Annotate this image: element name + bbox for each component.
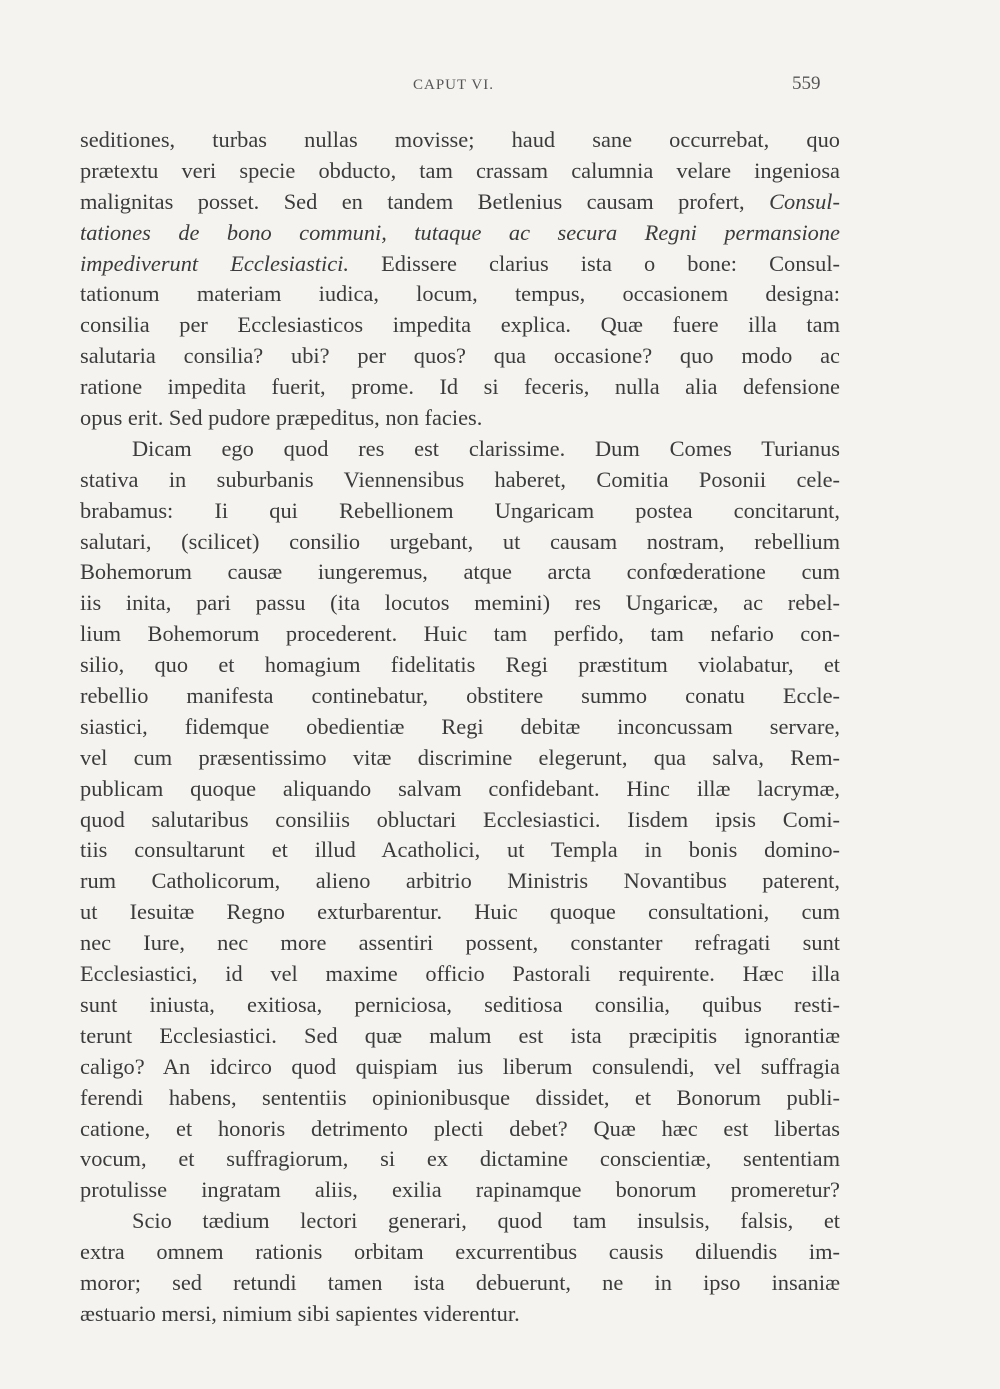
text-line bbox=[80, 1175, 840, 1206]
text-line bbox=[80, 341, 840, 372]
line-text: sunt iniusta, exitiosa, perniciosa, seditiosa consilia, quibus resti- bbox=[80, 991, 840, 1017]
italic-text: tationes de bono communi, tutaque ac secura Regni permansione bbox=[80, 219, 840, 245]
text-line bbox=[80, 187, 840, 218]
line-text: brabamus: Ii qui Rebellionem Ungaricam postea concitarunt, bbox=[80, 497, 840, 523]
text-line bbox=[80, 774, 840, 805]
line-text: salutari, (scilicet) consilio urgebant, ut causam nostram, rebellium bbox=[80, 528, 840, 554]
text-line bbox=[80, 434, 840, 465]
text-line bbox=[80, 310, 840, 341]
line-text: æstuario mersi, nimium sibi sapientes viderentur. bbox=[80, 1300, 520, 1326]
text-line bbox=[80, 650, 840, 681]
line-text: consilia per Ecclesiasticos impedita explica. Quæ fuere illa tam bbox=[80, 312, 840, 338]
text-line bbox=[80, 805, 840, 836]
text-line bbox=[80, 959, 840, 990]
text-line bbox=[80, 588, 840, 619]
running-title: CAPUT VI. bbox=[413, 77, 494, 93]
text-line bbox=[80, 249, 840, 280]
line-text: rebellio manifesta continebatur, obstitere summo conatu Eccle- bbox=[80, 683, 840, 709]
line-text: prætextu veri specie obducto, tam crassam calumnia velare ingeniosa bbox=[80, 157, 840, 183]
line-text: catione, et honoris detrimento plecti debet? Quæ hæc est libertas bbox=[80, 1115, 840, 1141]
line-text: publicam quoque aliquando salvam confidebant. Hinc illæ lacrymæ, bbox=[80, 775, 840, 801]
text-line bbox=[80, 1206, 840, 1237]
line-text: vel cum præsentissimo vitæ discrimine elegerunt, qua salva, Rem- bbox=[80, 744, 840, 770]
line-text: vocum, et suffragiorum, si ex dictamine conscientiæ, sententiam bbox=[80, 1146, 840, 1172]
text-line bbox=[80, 1237, 840, 1268]
text-line bbox=[80, 619, 840, 650]
text-line bbox=[80, 1083, 840, 1114]
text-line bbox=[80, 1114, 840, 1145]
text-line bbox=[80, 681, 840, 712]
text-line bbox=[80, 403, 840, 434]
text-line bbox=[80, 990, 840, 1021]
line-text: seditiones, turbas nullas movisse; haud sane occurrebat, quo bbox=[80, 127, 840, 152]
line-text: Edissere clarius ista o bone: Consul- bbox=[381, 250, 841, 276]
text-line bbox=[80, 1268, 840, 1299]
line-text: extra omnem rationis orbitam excurrentibus causis diluendis im- bbox=[80, 1239, 840, 1265]
line-text: silio, quo et homagium fidelitatis Regi præstitum violabatur, et bbox=[80, 652, 840, 678]
line-text: protulisse ingratam aliis, exilia rapinamque bonorum promeretur? bbox=[80, 1177, 840, 1203]
text-line bbox=[80, 218, 840, 249]
page-header bbox=[0, 73, 1000, 103]
text-line bbox=[80, 712, 840, 743]
text-line bbox=[80, 1144, 840, 1175]
text-line bbox=[80, 1052, 840, 1083]
line-text: ferendi habens, sententiis opinionibusque dissidet, et Bonorum publi- bbox=[80, 1084, 840, 1110]
line-text: siastici, fidemque obedientiæ Regi debitæ inconcussam servare, bbox=[80, 713, 840, 739]
line-text: Bohemorum causæ iungeremus, atque arcta confœderatione cum bbox=[80, 559, 840, 585]
text-line bbox=[80, 743, 840, 774]
text-line bbox=[80, 527, 840, 558]
text-line bbox=[80, 125, 840, 156]
italic-text: Consul- bbox=[769, 188, 840, 214]
text-line bbox=[80, 279, 840, 310]
line-text: tiis consultarunt et illud Acatholici, ut Templa in bonis domino- bbox=[80, 837, 840, 863]
line-text: ut Iesuitæ Regno exturbarentur. Huic quoque consultationi, cum bbox=[80, 899, 840, 925]
text-line bbox=[80, 156, 840, 187]
line-text: quod salutaribus consiliis obluctari Ecclesiastici. Iisdem ipsis Comi- bbox=[80, 806, 840, 832]
text-line bbox=[80, 1021, 840, 1052]
line-text: iis inita, pari passu (ita locutos memini) res Ungaricæ, ac rebel- bbox=[80, 590, 840, 616]
text-line bbox=[80, 866, 840, 897]
line-text: terunt Ecclesiastici. Sed quæ malum est ista præcipitis ignorantiæ bbox=[80, 1022, 840, 1048]
line-text: ratione impedita fuerit, prome. Id si feceris, nulla alia defensione bbox=[80, 374, 840, 400]
line-text: salutaria consilia? ubi? per quos? qua occasione? quo modo ac bbox=[80, 343, 840, 369]
line-text: Ecclesiastici, id vel maxime officio Pastorali requirente. Hæc illa bbox=[80, 961, 840, 987]
line-text: lium Bohemorum procederent. Huic tam perfido, tam nefario con- bbox=[80, 621, 840, 647]
text-line bbox=[80, 1299, 840, 1330]
body-text bbox=[80, 125, 840, 1330]
text-line bbox=[80, 897, 840, 928]
text-line bbox=[80, 465, 840, 496]
text-line bbox=[80, 928, 840, 959]
line-text: moror; sed retundi tamen ista debuerunt, ne in ipso insaniæ bbox=[80, 1269, 840, 1295]
page-number: 559 bbox=[792, 73, 821, 94]
line-text: rum Catholicorum, alieno arbitrio Ministris Novantibus paterent, bbox=[80, 868, 840, 894]
line-text: malignitas posset. Sed en tandem Betlenius causam profert, bbox=[80, 188, 770, 214]
line-text: caligo? An idcirco quod quispiam ius liberum consulendi, vel suffragia bbox=[80, 1053, 840, 1079]
italic-text: impediverunt Ecclesiastici. bbox=[80, 250, 382, 276]
text-line bbox=[80, 496, 840, 527]
line-text: tationum materiam iudica, locum, tempus, occasionem designa: bbox=[80, 281, 840, 307]
text-line bbox=[80, 372, 840, 403]
line-text: nec Iure, nec more assentiri possent, constanter refragati sunt bbox=[80, 930, 840, 956]
line-text: opus erit. Sed pudore præpeditus, non facies. bbox=[80, 405, 483, 431]
line-text: Dicam ego quod res est clarissime. Dum Comes Turianus bbox=[132, 435, 840, 461]
line-text: Scio tædium lectori generari, quod tam insulsis, falsis, et bbox=[132, 1208, 840, 1234]
text-line bbox=[80, 557, 840, 588]
line-text: stativa in suburbanis Viennensibus haberet, Comitia Posonii cele- bbox=[80, 466, 840, 492]
text-line bbox=[80, 835, 840, 866]
